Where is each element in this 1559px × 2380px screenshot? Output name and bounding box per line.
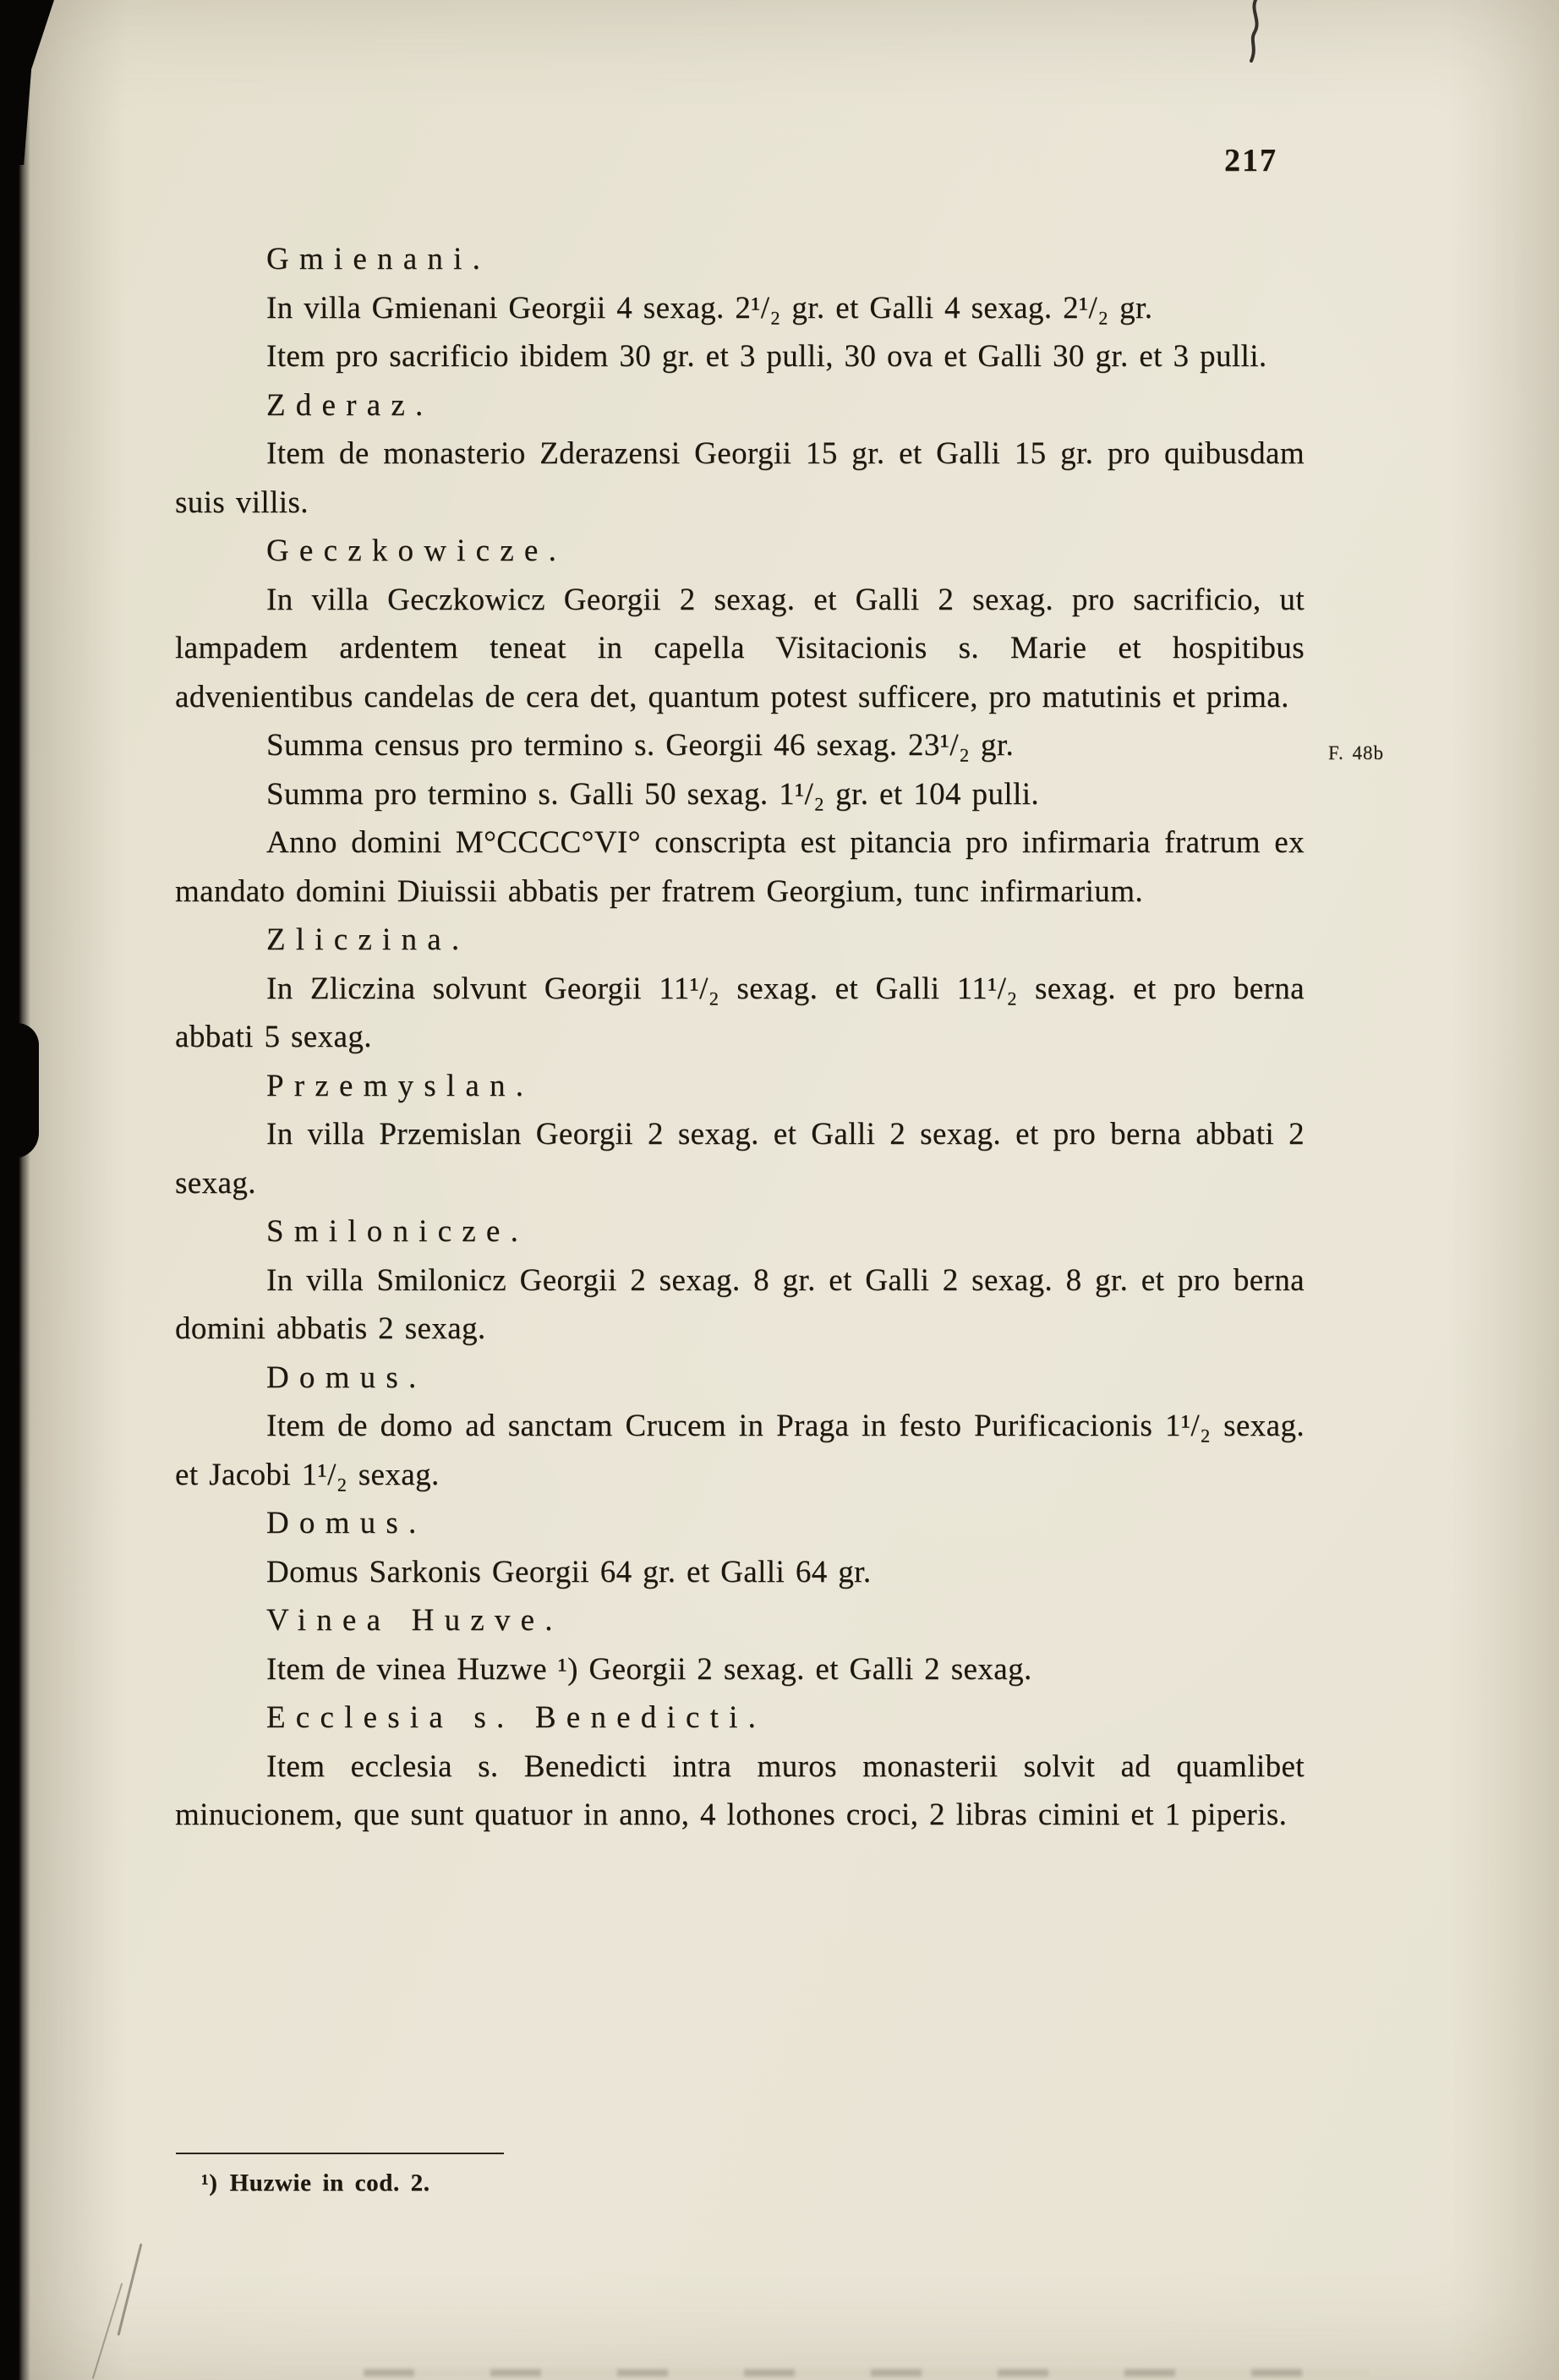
summa-census-line bbox=[175, 721, 1384, 770]
paragraph: Item ecclesia s. Benedicti intra muros monasterii solvit ad quamlibet minucionem, que sunt quatuor in anno, 4 lothones croci, 2 libras cimini et 1 piperis. bbox=[175, 1748, 1305, 1832]
heading-zderaz: Zderaz. bbox=[266, 387, 434, 423]
heading-vinea-huzve: Vinea Huzve. bbox=[266, 1603, 563, 1638]
paragraph: In villa Przemislan Georgii 2 sexag. et Galli 2 sexag. et pro berna abbati 2 sexag. bbox=[175, 1117, 1305, 1201]
folio-margin-note: F. 48b bbox=[1328, 742, 1384, 763]
scan-edge-left bbox=[0, 0, 30, 2380]
footnote-text: Huzwie in cod. 2. bbox=[229, 2169, 430, 2197]
scan-edge-left-blob bbox=[0, 1023, 39, 1158]
paragraph: Domus Sarkonis Georgii 64 gr. et Galli 64 gr. bbox=[266, 1554, 872, 1589]
paragraph: Item de monasterio Zderazensi Georgii 15 gr. et Galli 15 gr. pro quibusdam suis villis. bbox=[175, 436, 1305, 520]
footnote bbox=[201, 2169, 430, 2197]
paragraph: In villa Geczkowicz Georgii 2 sexag. et Galli 2 sexag. pro sacrificio, ut lampadem ardentem teneat in capella Visitacionis s. Marie et hospitibus advenientibus candelas de cera det, quantum potest sufficere, pro matutinis et prima. bbox=[175, 582, 1305, 714]
ink-squiggle-mark bbox=[1236, 0, 1275, 64]
footnote-rule bbox=[176, 2153, 504, 2154]
summa-galli-line: Summa pro termino s. Galli 50 sexag. 1¹/₂ gr. et 104 pulli. bbox=[266, 776, 1040, 812]
paragraph-text: Summa census pro termino s. Georgii 46 sexag. 23¹/₂ gr. bbox=[266, 728, 1015, 763]
heading-gmienani: Gmienani. bbox=[266, 242, 491, 276]
paragraph: Item de vinea Huzwe ¹) Georgii 2 sexag. et Galli 2 sexag. bbox=[266, 1651, 1032, 1687]
text-block bbox=[175, 235, 1384, 1840]
heading-domus-2: Domus. bbox=[266, 1506, 427, 1540]
paragraph: In villa Smilonicz Georgii 2 sexag. 8 gr. et Galli 2 sexag. 8 gr. et pro berna domini abbatis 2 sexag. bbox=[175, 1262, 1305, 1346]
heading-geczkowicze: Geczkowicze. bbox=[266, 533, 567, 568]
paragraph: Item de domo ad sanctam Crucem in Praga in festo Purificacionis 1¹/₂ sexag. et Jacobi 1¹/₂ sexag. bbox=[175, 1409, 1305, 1492]
paragraph: In villa Gmienani Georgii 4 sexag. 2¹/₂ gr. et Galli 4 sexag. 2¹/₂ gr. bbox=[266, 290, 1153, 326]
heading-zliczina: Zliczina. bbox=[266, 922, 470, 957]
heading-domus-1: Domus. bbox=[266, 1360, 427, 1395]
heading-przemyslan: Przemyslan. bbox=[266, 1068, 534, 1103]
heading-ecclesia-benedicti: Ecclesia s. Benedicti. bbox=[266, 1700, 767, 1735]
footnote-marker: ¹) bbox=[201, 2169, 218, 2197]
scan-bottom-smudges bbox=[364, 2369, 1370, 2377]
page-number: 217 bbox=[1224, 143, 1277, 178]
heading-smilonicze: Smilonicze. bbox=[266, 1214, 529, 1249]
paragraph: In Zliczina solvunt Georgii 11¹/₂ sexag. et Galli 11¹/₂ sexag. et pro berna abbati 5 sexag. bbox=[175, 971, 1305, 1054]
paragraph: Item pro sacrificio ibidem 30 gr. et 3 pulli, 30 ova et Galli 30 gr. et 3 pulli. bbox=[266, 339, 1267, 374]
anno-domini-paragraph: Anno domini M°CCCC°VI° conscripta est pitancia pro infirmaria fratrum ex mandato domini Diuissii abbatis per fratrem Georgium, tunc infirmarium. bbox=[175, 825, 1305, 909]
